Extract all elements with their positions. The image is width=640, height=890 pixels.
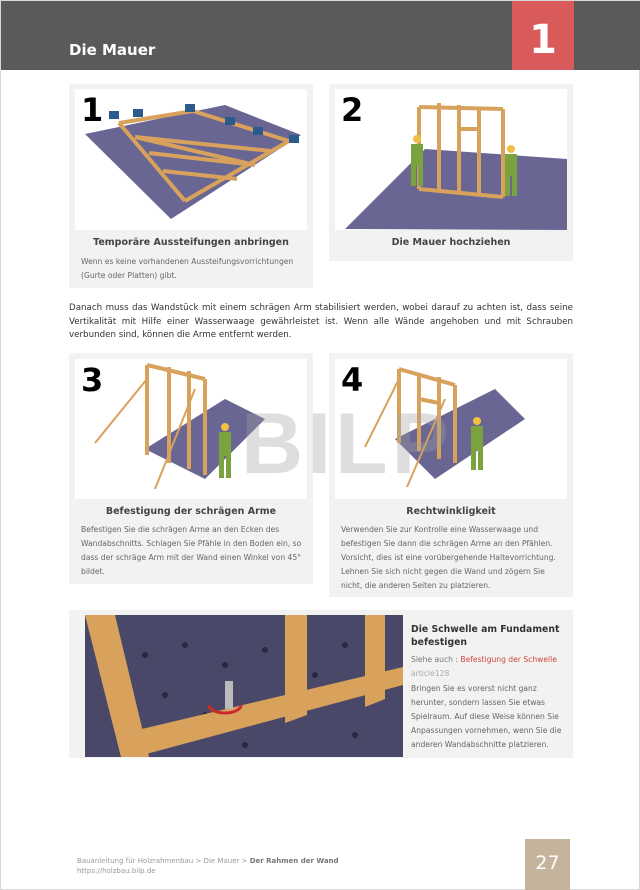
- breadcrumb-path: Bauanleitung für Holzrahmenbau > Die Mauer >: [77, 857, 248, 865]
- footer-url[interactable]: https://holzbau.bilp.de: [77, 867, 156, 875]
- step-number: 4: [341, 361, 364, 399]
- intro-paragraph: Danach muss das Wandstück mit einem schrägen Arm stabilisiert werden, wobei darauf zu achten ist, dass seine Vertikalität mit Hilfe einer Wasserwaage gewährleistet ist. Wenn alle Wände angehoben und mit Schrauben verbunden sind, können die Arme entfernt werden.: [69, 303, 573, 340]
- page-number-badge: 27: [525, 839, 570, 890]
- page-title: Die Mauer: [69, 41, 156, 59]
- article-reference: article128: [411, 669, 450, 678]
- feature-box: [69, 610, 573, 758]
- breadcrumb-current: Der Rahmen der Wand: [249, 857, 339, 865]
- step-description: Verwenden Sie zur Kontrolle eine Wasserwaage und befestigen Sie dann die schrägen Arme an den Pfählen. Vorsicht, dies ist eine vorübergehende Haltevorrichtung. Lehnen Sie sich nicht gegen die Wand und zögern Sie nicht, die anderen Seiten zu platzieren.: [341, 525, 556, 590]
- step-caption: Befestigung der schrägen Arme: [105, 506, 277, 517]
- step-card-1: [69, 84, 313, 288]
- step-2-illustration: [335, 89, 567, 230]
- step-caption: Die Mauer hochziehen: [391, 237, 511, 248]
- see-also-label: Siehe auch :: [411, 655, 458, 664]
- step-3-illustration: [75, 359, 307, 499]
- sill-plate-illustration: [85, 615, 403, 757]
- see-also-link[interactable]: Befestigung der Schwelle: [460, 655, 557, 664]
- see-also: [411, 655, 557, 664]
- step-4-illustration: [335, 359, 567, 499]
- step-description: Befestigen Sie die schrägen Arme an den Ecken des Wandabschnitts. Schlagen Sie Pfähle in den Boden ein, so dass der schräge Arm mit der Wand einen Winkel von 45° bildet.: [81, 525, 302, 576]
- step-caption: Temporäre Aussteifungen anbringen: [93, 237, 289, 248]
- watermark: BILP: [241, 396, 453, 492]
- breadcrumb: [77, 857, 339, 865]
- step-card-3: [69, 353, 313, 584]
- step-number: 3: [81, 361, 104, 399]
- step-description: Wenn es keine vorhandenen Aussteifungsvorrichtungen (Gurte oder Platten) gibt.: [81, 257, 294, 280]
- step-1-illustration: [75, 89, 307, 230]
- step-card-2: [329, 84, 573, 261]
- feature-description: Bringen Sie es vorerst nicht ganz herunter, sondern lassen Sie etwas Spielraum. Auf diese Weise können Sie Anpassungen vornehmen, wenn Sie die anderen Wandabschnitte platzieren.: [411, 684, 562, 749]
- step-caption: Rechtwinkligkeit: [406, 506, 496, 517]
- feature-title: Die Schwelle am Fundament befestigen: [411, 624, 560, 648]
- page-header: [1, 1, 640, 70]
- step-number: 2: [341, 91, 364, 129]
- step-card-4: [329, 353, 573, 597]
- chapter-number-badge: 1: [512, 1, 574, 70]
- step-number: 1: [81, 91, 104, 129]
